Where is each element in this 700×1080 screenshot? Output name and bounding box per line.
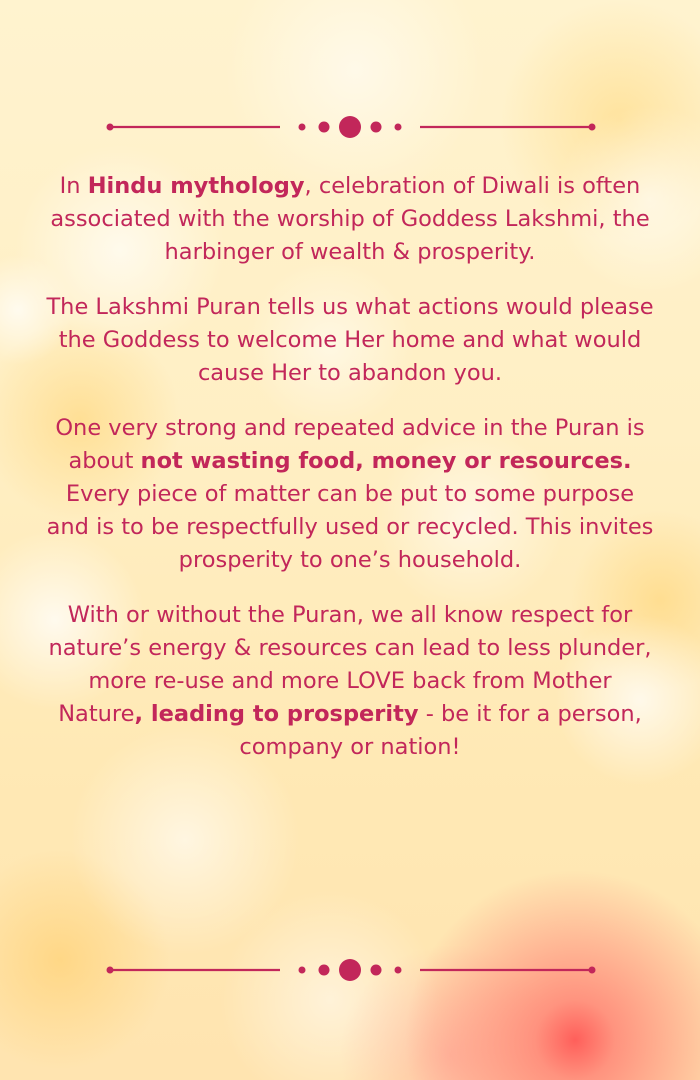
body-text: - be it for a person, company or nation! [239,701,642,760]
body-text: The Lakshmi Puran tells us what actions would please the Goddess to welcome Her home and what would cause Her to abandon you. [46,294,654,386]
ornament-icon [0,112,700,142]
body-text: One very strong and repeated advice in the Puran is about [55,415,645,474]
emphasis-text: , leading to prosperity [134,701,419,727]
paragraph-4 [44,599,656,764]
body-text: In [59,173,88,199]
bottom-ornamental-divider [0,955,700,985]
ornament-icon [0,955,700,985]
paragraph-1 [44,170,656,269]
body-text: Every piece of matter can be put to some purpose and is to be respectfully used or recycled. This invites prosperity to one’s household. [46,481,654,573]
emphasis-text: not wasting food, money or resources. [140,448,632,474]
paragraph-3 [44,412,656,577]
emphasis-text: Hindu mythology [87,173,305,199]
body-text: , celebration of Diwali is often associated with the worship of Goddess Lakshmi, the harbinger of wealth & prosperity. [50,173,650,265]
paragraph-2 [44,291,656,390]
body-text: With or without the Puran, we all know respect for nature’s energy & resources can lead to less plunder, more re-use and more LOVE back from Mother Nature [48,602,652,727]
top-ornamental-divider [0,112,700,142]
article-body [44,170,656,786]
